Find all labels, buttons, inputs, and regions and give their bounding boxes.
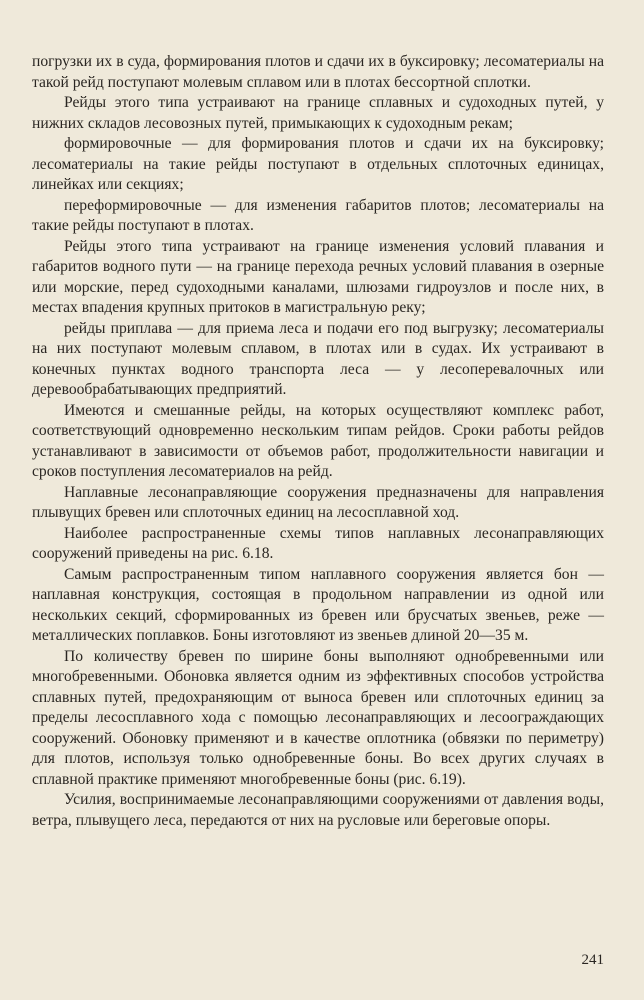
paragraph-10: Самым распространенным типом наплавного сооружения является бон — наплавная конструкция, состоящая в продольном направлении из одной или нескольких секций, сформированных из бревен или брусчатых звеньев, реже — металлических поплавков. Боны изготовляют из звеньев длиной 20—35 м. [32,565,604,644]
paragraph-7: Имеются и смешанные рейды, на которых осуществляют комплекс работ, соответствующий одновременно нескольким типам рейдов. Сроки работы рейдов устанавливают в зависимости от объемов работ, продолжительности навигации и сроков поступления лесоматериалов на рейд. [32,401,604,480]
paragraph-11: По количеству бревен по ширине боны выполняют однобревенными или многобревенными. Обоновка является одним из эффективных способов устройства сплавных путей, предохраняющим от выноса бревен или сплоточных единиц за пределы лесосплавного хода с помощью лесонаправляющих и лесоограждающих сооружений. Обоновку применяют и в качестве оплотника (обвязки по периметру) для плотов, используя только однобревенные боны. Во всех других случаях в сплавной практике применяют многобревенные боны (рис. 6.19). [32,647,604,788]
paragraph-12: Усилия, воспринимаемые лесонаправляющими сооружениями от давления воды, ветра, плывущего леса, передаются от них на русловые или береговые опоры. [32,791,604,829]
paragraph-2: Рейды этого типа устраивают на границе сплавных и судоходных путей, у нижних складов лесовозных путей, примыкающих к судоходным рекам; [32,94,604,132]
paragraph-4: переформировочные — для изменения габаритов плотов; лесоматериалы на такие рейды поступают в плотах. [32,196,604,234]
page-number: 241 [581,952,604,968]
paragraph-8: Наплавные лесонаправляющие сооружения предназначены для направления плывущих бревен или сплоточных единиц на лесосплавной ход. [32,483,604,521]
paragraph-1: погрузки их в суда, формирования плотов и сдачи их в буксировку; лесоматериалы на такой рейд поступают молевым сплавом или в плотах бессортной сплотки. [32,53,604,91]
page-body [32,52,604,831]
paragraph-5: Рейды этого типа устраивают на границе изменения условий плавания и габаритов водного пути — на границе перехода речных условий плавания в озерные или морские, перед судоходными каналами, шлюзами гидроузлов и после них, в местах впадения крупных притоков в магистральную реку; [32,237,604,316]
paragraph-6: рейды приплава — для приема леса и подачи его под выгрузку; лесоматериалы на них поступают молевым сплавом, в плотах или в судах. Их устраивают в конечных пунктах водного транспорта леса — у лесоперевалочных или деревообрабатывающих предприятий. [32,319,604,398]
paragraph-3: формировочные — для формирования плотов и сдачи их на буксировку; лесоматериалы на такие рейды поступают в отдельных сплоточных единицах, линейках или секциях; [32,135,604,193]
paragraph-9: Наиболее распространенные схемы типов наплавных лесонаправляющих сооружений приведены на рис. 6.18. [32,524,604,562]
